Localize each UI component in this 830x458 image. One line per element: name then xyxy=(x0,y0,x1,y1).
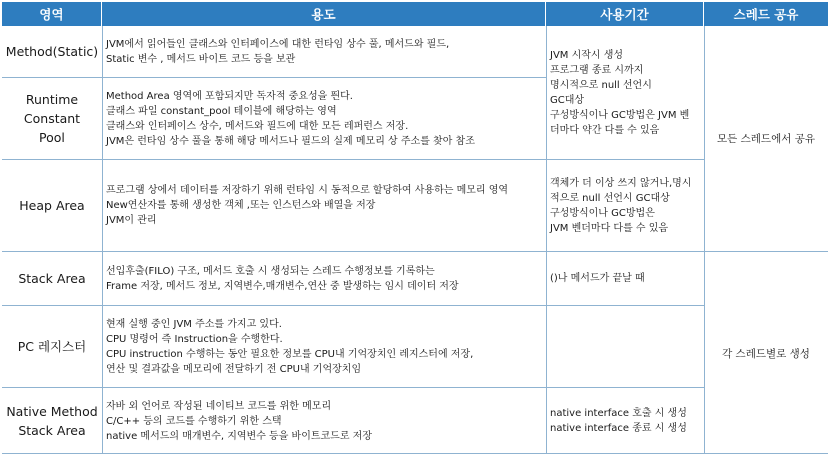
lifetime-line: JVM 시작시 생성 xyxy=(550,49,624,61)
purpose-method xyxy=(102,26,546,78)
lifetime-line: GC대상 xyxy=(550,94,585,106)
grid-divider xyxy=(704,26,705,454)
header-lifetime: 사용기간 xyxy=(546,2,704,26)
purpose-line: 클래스와 인터페이스 상수, 메서드와 필드에 대한 모든 레퍼런스 저장. xyxy=(106,120,409,132)
lifetime-line: 프로그램 종료 시까지 xyxy=(550,64,644,76)
lifetime-line: 명시적으로 null 선언시 xyxy=(550,79,652,91)
lifetime-line: ()나 메서드가 끝날 때 xyxy=(550,273,645,284)
sharing-text: 모든 스레드에서 공유 xyxy=(717,133,815,145)
header-area: 영역 xyxy=(2,2,102,26)
purpose-line: CPU 명령어 즉 Instruction을 수행한다. xyxy=(106,333,283,345)
lifetime-line: 객체가 더 이상 쓰지 않거나,명시 xyxy=(550,177,692,189)
area-name-runtime-constant-pool xyxy=(2,78,102,160)
memory-areas-table xyxy=(2,2,828,454)
area-name-stack xyxy=(2,252,102,306)
area-name-line: Method(Static) xyxy=(5,44,99,59)
purpose-runtime-constant-pool xyxy=(102,78,546,160)
lifetime-line: JVM 벤더마다 다를 수 있음 xyxy=(550,222,669,234)
purpose-line: 클래스 파일 constant_pool 테이블에 해당하는 영역 xyxy=(106,105,337,117)
header-purpose: 용도 xyxy=(102,2,546,26)
grid-divider xyxy=(102,26,103,454)
area-name-line: Runtime xyxy=(25,92,79,107)
area-name-pc-register xyxy=(2,306,102,388)
lifetime-native-method-stack xyxy=(546,388,704,454)
grid-bottom-border xyxy=(2,453,828,454)
purpose-line: 연산 및 결과값을 메모리에 전달하기 전 CPU내 기억장치임 xyxy=(106,363,362,375)
purpose-line: 자바 외 언어로 작성된 네이티브 코드를 위한 메모리 xyxy=(106,400,332,412)
purpose-line: 선입후출(FILO) 구조, 메서드 호출 시 생성되는 스레드 수행정보를 기록하는 xyxy=(106,265,435,277)
lifetime-line: 적으로 null 선언시 GC대상 xyxy=(550,192,670,204)
purpose-line: C/C++ 등의 코드를 수행하기 위한 스택 xyxy=(106,415,282,427)
area-name-line: Pool xyxy=(39,130,65,145)
sharing-text: 각 스레드별로 생성 xyxy=(722,347,810,360)
area-name-method xyxy=(2,26,102,78)
area-name-line: Constant xyxy=(23,111,81,126)
sharing-per-thread xyxy=(704,252,828,454)
purpose-line: 프로그램 상에서 데이터를 저장하기 위해 런타임 시 동적으로 할당하여 사용하는 메모리 영역 xyxy=(106,185,509,196)
lifetime-method-runtime xyxy=(546,26,704,160)
purpose-line: Frame 저장, 메서드 정보, 지역변수,매개변수,연산 중 발생하는 임시 데이터 저장 xyxy=(106,280,459,292)
area-name-line: PC 레지스터 xyxy=(17,339,87,354)
area-name-line: Native Method xyxy=(6,404,98,419)
purpose-native-method-stack xyxy=(102,388,546,454)
lifetime-pc-register xyxy=(546,306,704,388)
purpose-line: New연산자를 통해 생성한 객체 ,또는 인스턴스와 배열을 저장 xyxy=(106,200,376,211)
purpose-line: native 메서드의 매개변수, 지역변수 등을 바이트코드로 저장 xyxy=(106,430,373,442)
purpose-line: Static 변수 , 메서드 바이트 코드 등을 보관 xyxy=(106,53,296,65)
purpose-line: 현재 실행 중인 JVM 주소를 가지고 있다. xyxy=(106,318,282,330)
grid-divider xyxy=(546,26,547,454)
area-name-line: Stack Area xyxy=(18,423,86,438)
lifetime-line: 더마다 약간 다를 수 있음 xyxy=(550,124,660,136)
purpose-line: Method Area 영역에 포함되지만 독자적 중요성을 띈다. xyxy=(106,90,353,102)
purpose-stack xyxy=(102,252,546,306)
lifetime-stack xyxy=(546,252,704,306)
lifetime-heap xyxy=(546,160,704,252)
purpose-line: JVM에서 읽어들인 클래스와 인터페이스에 대한 런타임 상수 풀, 메서드와 필드, xyxy=(106,38,450,50)
lifetime-line: 구성방식이나 GC방법은 xyxy=(550,207,655,219)
lifetime-line: native interface 종료 시 생성 xyxy=(550,423,687,434)
area-name-line: Stack Area xyxy=(18,271,86,286)
lifetime-line: 구성방식이나 GC방법은 JVM 벤 xyxy=(550,109,690,121)
area-name-line: Heap Area xyxy=(19,198,85,213)
area-name-native-method-stack xyxy=(2,388,102,454)
area-name-heap xyxy=(2,160,102,252)
purpose-line: CPU instruction 수행하는 동안 필요한 정보를 CPU내 기억장치인 레지스터에 저장, xyxy=(106,348,474,360)
purpose-pc-register xyxy=(102,306,546,388)
sharing-shared xyxy=(704,26,828,252)
purpose-heap xyxy=(102,160,546,252)
purpose-line: JVM은 런타임 상수 풀을 통해 해당 메서드나 필드의 실제 메모리 상 주소를 찾아 참조 xyxy=(106,135,475,147)
lifetime-line: native interface 호출 시 생성 xyxy=(550,408,687,419)
header-thread-sharing: 스레드 공유 xyxy=(704,2,828,26)
purpose-line: JVM이 관리 xyxy=(106,215,157,226)
